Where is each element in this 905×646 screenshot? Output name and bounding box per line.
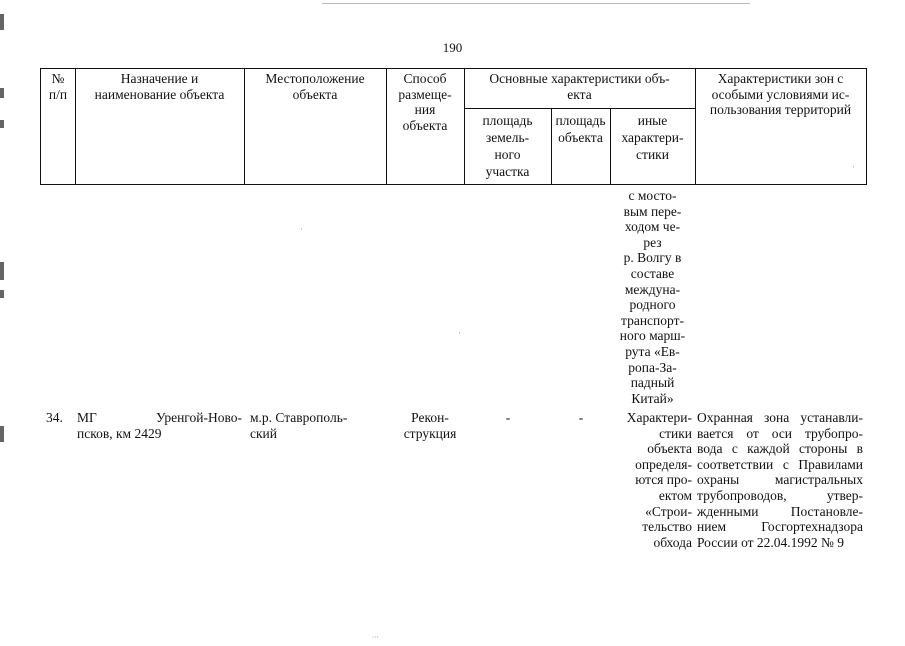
header-sub-land-area: площадь земель- ного участка: [482, 113, 533, 179]
land-area-value: -: [505, 410, 511, 425]
header-col-method: Способ размеще- ния объекта: [398, 71, 452, 133]
object-name: МГ Уренгой-Ново- псков, км 2429: [77, 410, 242, 441]
header-col-zones: Характеристики зон с особыми условиями ис- пользования территорий: [709, 71, 852, 118]
object-area-value: -: [578, 410, 584, 425]
scan-left-margin-marks: [0, 0, 6, 640]
table-header: [40, 68, 867, 185]
protection-zone-description: Охранная зона устанавли- вается от оси трубопро- вода с каждой стороны в соответствии с Правилами охраны магистральных трубопроводов, утвер- жденными Постановле- нием Госгортехнадзора России от 22.04.1992 № 9: [697, 410, 863, 550]
scan-speck: ·: [852, 162, 855, 172]
row-number: 34.: [46, 410, 63, 425]
header-sub-object-area: площадь объекта: [555, 113, 606, 145]
placement-method: Рекон- струкция: [403, 410, 457, 441]
continuation-other-characteristics: с мосто- вым пере- ходом че- рез р. Волгу в составе междуна- родного транспорт- ного марш- рута «Ев- ропа-За- падный Китай»: [619, 188, 686, 406]
other-characteristics: Характери- стики объекта определя- ются про- ектом «Строи- тельство обхода: [626, 410, 692, 550]
object-location: м.р. Ставрополь- ский: [250, 410, 348, 441]
header-col-number: № п/п: [48, 71, 68, 102]
header-sub-other: иные характери- стики: [621, 113, 684, 162]
top-border-line: [322, 3, 750, 4]
scan-speck: ·: [458, 328, 461, 338]
page-number: 190: [442, 40, 463, 55]
header-col-location: Местоположение объекта: [265, 71, 365, 102]
scan-speck: ∙∙∙: [372, 632, 379, 642]
header-col-name: Назначение и наименование объекта: [94, 71, 225, 102]
scan-speck: ·: [300, 224, 303, 234]
header-col-main-characteristics: Основные характеристики объ- екта: [489, 71, 670, 102]
